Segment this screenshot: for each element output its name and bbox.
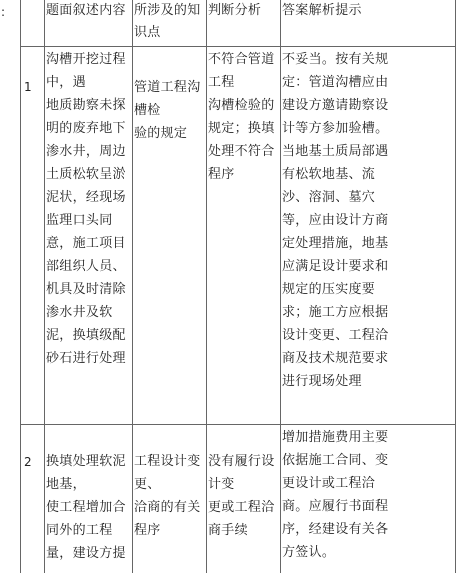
grid-line	[206, 0, 207, 573]
row-hint: 不妥当。按有关规 定：管道沟槽应由 建设方邀请勘察设 计等方参加验槽。 当地基土质局部遇 有松软地基、流 沙、溶洞、墓穴 等，应由设计方商 定处理措施，地基 应满足设计要求和 规定的压实度要 求；施工方应根据 设计变更、工程洽 商及技术规范要求 进行现场处理	[282, 52, 389, 389]
grid-line	[20, 424, 456, 425]
row-content: 换填处理软泥 地基， 使工程增加合 同外的工程 量，建设方提	[46, 454, 126, 561]
header-content: 题面叙述内容	[46, 3, 126, 18]
header-analysis: 判断分析	[208, 3, 262, 18]
row-knowledge: 管道工程沟 槽检 验的规定	[134, 80, 201, 141]
row-knowledge: 工程设计变 更、 洽商的有关 程序	[134, 454, 201, 538]
grid-line	[132, 0, 133, 573]
grid-line	[20, 46, 456, 47]
left-margin-mark: :	[1, 5, 6, 19]
grid-line	[44, 0, 45, 573]
grid-line	[280, 0, 281, 573]
grid-line	[20, 0, 21, 573]
row-analysis: 没有履行设 计变 更或工程洽 商手续	[208, 454, 275, 538]
row-index: 1	[24, 80, 32, 94]
header-knowledge: 所涉及的知 识点	[134, 3, 201, 40]
row-hint: 增加措施费用主要 依据施工合同、变 更设计或工程洽 商。应履行书面程 序，经建设有关各 方签认。	[282, 430, 389, 560]
row-content: 沟槽开挖过程 中，遇 地质勘察未探 明的废弃地下 渗水井，周边 土质松软呈淤 泥状，经现场 监理口头同 意，施工项目 部组织人员、 机具及时清除 渗水井及软 泥，换填级配 砂石进行处理	[46, 52, 126, 366]
row-analysis: 不符合管道 工程 沟槽检验的 规定；换填 处理不符合 程序	[208, 52, 275, 182]
header-hint: 答案解析提示	[282, 3, 362, 18]
row-index: 2	[24, 455, 32, 469]
